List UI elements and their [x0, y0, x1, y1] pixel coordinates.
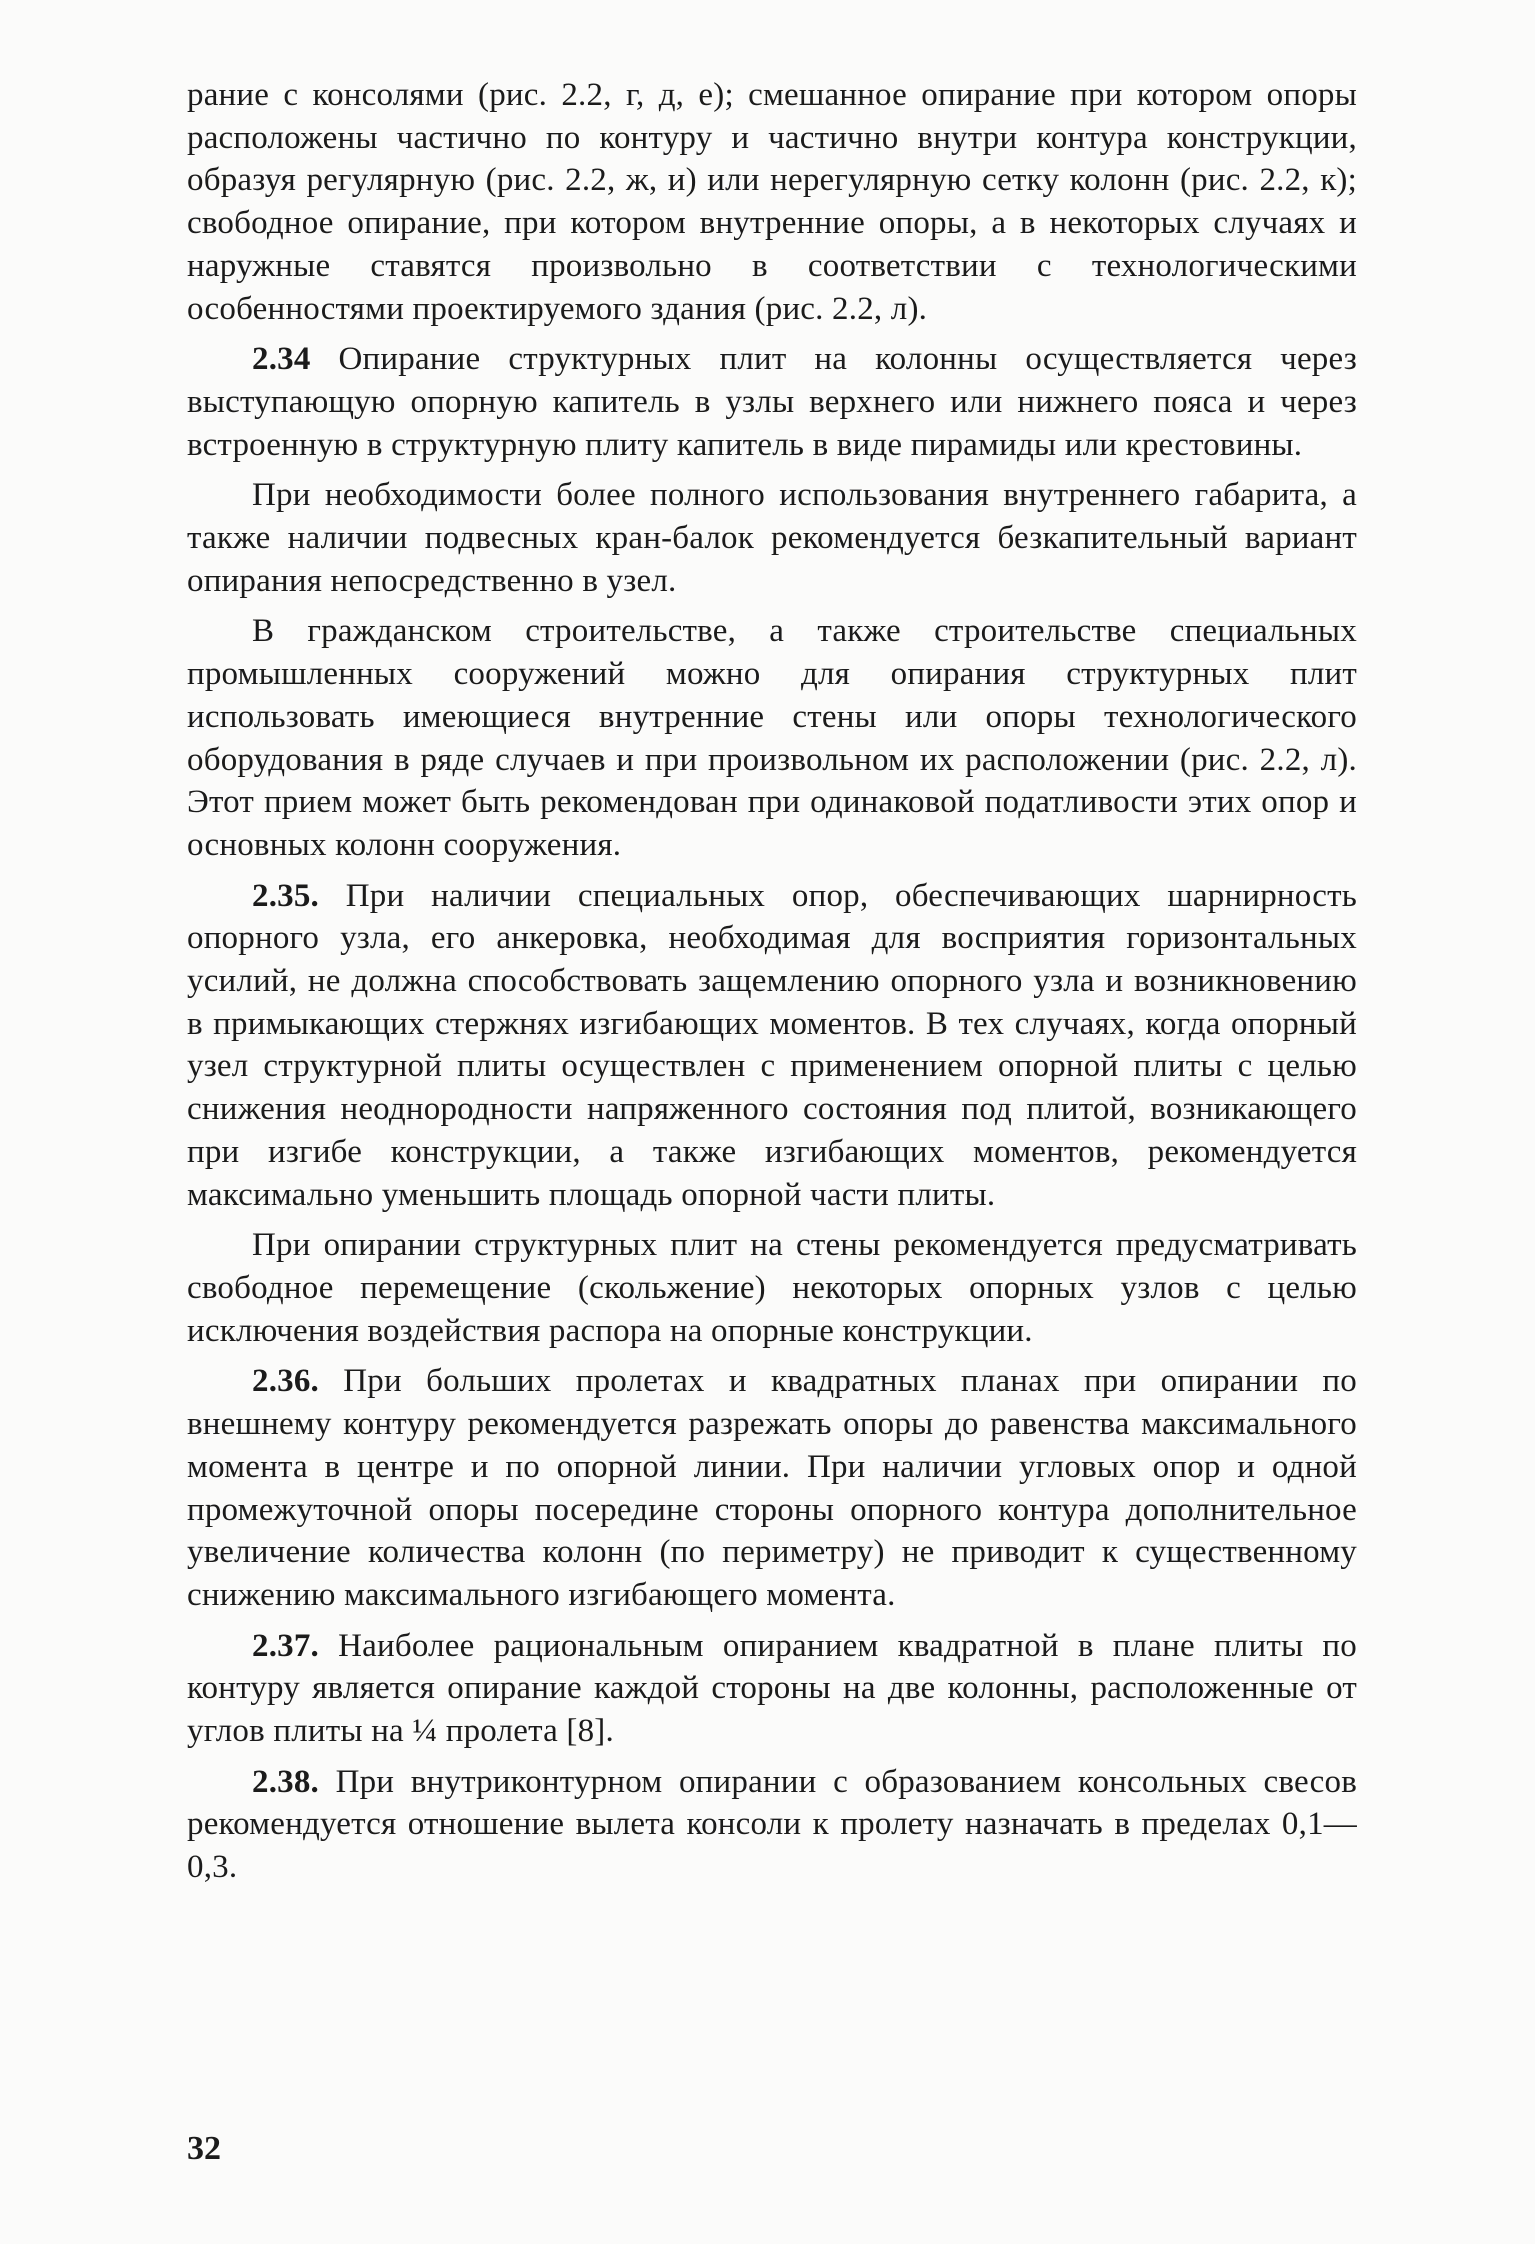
paragraph-walls-support — [187, 1224, 1357, 1352]
paragraph-continuation — [187, 74, 1357, 330]
paragraph-2-37 — [187, 1625, 1357, 1753]
body-text — [187, 74, 1357, 1897]
paragraph-text: Опирание структурных плит на колонны осуществляется через выступающую опорную капитель в узлы верхнего или нижнего пояса и через встроенную в структурную плиту капитель в виде пирамиды или крестовины. — [187, 341, 1357, 463]
paragraph-text: При наличии специальных опор, обеспечивающих шарнирность опорного узла, его анкеровка, необходимая для восприятия горизонтальных усилий, не должна способствовать защемлению опорного узла и возникновению в примыкающих стержнях изгибающих моментов. В тех случаях, когда опорный узел структурной плиты осуществлен с применением опорной плиты с целью снижения неоднородности напряженного состояния под плитой, возникающего при изгибе конструкции, а также изгибающих моментов, рекомендуется максимально уменьшить площадь опорной части плиты. — [187, 877, 1357, 1213]
section-number: 2.37. — [252, 1627, 319, 1664]
paragraph-text: При опирании структурных плит на стены рекомендуется предусматривать свободное перемещение (скольжение) некоторых опорных узлов с целью исключения воздействия распора на опорные конструкции. — [187, 1227, 1357, 1349]
paragraph-text: рание с консолями (рис. 2.2, г, д, е); смешанное опирание при котором опоры расположены частично по контуру и частично внутри контура конструкции, образуя регулярную (рис. 2.2, ж, и) или нерегулярную сетку колонн (рис. 2.2, к); свободное опирание, при котором внутренние опоры, а в некоторых случаях и наружные ставятся произвольно в соответствии с технологическими особенностями проектируемого здания (рис. 2.2, л). — [187, 77, 1357, 327]
page-number: 32 — [187, 2130, 221, 2167]
section-number: 2.34 — [252, 341, 311, 378]
paragraph-text: В гражданском строительстве, а также строительстве специальных промышленных сооружений можно для опирания структурных плит использовать имеющиеся внутренние стены или опоры технологического оборудования в ряде случаев и при произвольном их расположении (рис. 2.2, л). Этот прием может быть рекомендован при одинаковой податливости этих опор и основных колонн сооружения. — [187, 613, 1357, 863]
section-number: 2.36. — [252, 1363, 319, 1400]
paragraph-2-35 — [187, 875, 1357, 1217]
section-number: 2.38. — [252, 1763, 319, 1800]
paragraph-capitel-free — [187, 474, 1357, 602]
paragraph-text: При больших пролетах и квадратных планах при опирании по внешнему контуру рекомендуется разрежать опоры до равенства максимального момента в центре и по опорной линии. При наличии угловых опор и одной промежуточной опоры посередине стороны опорного контура дополнительное увеличение количества колонн (по периметру) не приводит к существенному снижению максимального изгибающего момента. — [187, 1363, 1357, 1613]
paragraph-text: Наиболее рациональным опиранием квадратной в плане плиты по контуру является опирание каждой стороны на две колонны, расположенные от углов плиты на ¼ пролета [8]. — [187, 1627, 1357, 1750]
paragraph-2-36 — [187, 1360, 1357, 1616]
paragraph-2-34 — [187, 338, 1357, 466]
section-number: 2.35. — [252, 877, 319, 914]
paragraph-civil-construction — [187, 610, 1357, 866]
paragraph-text: При внутриконтурном опирании с образованием консольных свесов рекомендуется отношение вылета консоли к пролету назначать в пределах 0,1—0,3. — [187, 1763, 1357, 1886]
paragraph-2-38 — [187, 1761, 1357, 1889]
paragraph-text: При необходимости более полного использования внутреннего габарита, а также наличии подвесных кран-балок рекомендуется безкапительный вариант опирания непосредственно в узел. — [187, 477, 1357, 599]
